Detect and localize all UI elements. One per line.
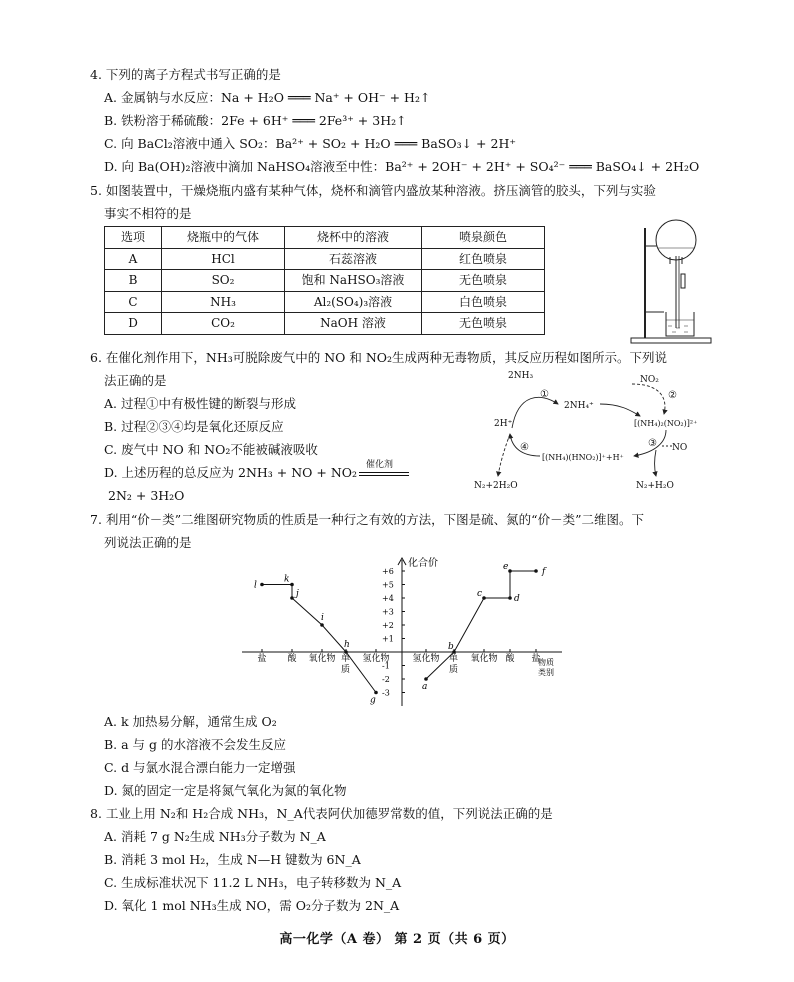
q8-stem: 8. 工业上用 N₂和 H₂合成 NH₃，N_A代表阿伏加德罗常数的值，下列说法正确的是 <box>90 806 553 821</box>
arrow-products-left <box>498 434 510 476</box>
x-tick-label: 单 <box>449 654 459 664</box>
x-tick-label: 氢化物 <box>412 654 440 664</box>
x-tick-label: 盐 <box>531 654 541 664</box>
point-label-k: k <box>284 574 290 585</box>
x-tick-label: 氢化物 <box>362 654 390 664</box>
data-point-g <box>374 691 378 695</box>
label-no2: NO₂ <box>640 375 659 385</box>
q8-option-a: A. 消耗 7 g N₂生成 NH₃分子数为 N_A <box>104 829 326 844</box>
table-cell: NaOH 溶液 <box>285 313 422 335</box>
point-label-b: b <box>448 642 454 652</box>
table-row <box>105 313 545 335</box>
equal-sign <box>359 472 409 476</box>
point-label-f: f <box>542 567 546 577</box>
y-tick-label: +4 <box>382 594 394 603</box>
q7-stem: 7. 利用“价－类”二维图研究物质的性质是一种行之有效的方法，下图是硫、氮的“价－类”二维图。下 <box>90 512 644 527</box>
point-label-g: g <box>370 695 376 706</box>
table-header: 喷泉颜色 <box>422 227 545 249</box>
table-header: 选项 <box>105 227 162 249</box>
point-label-d: d <box>514 594 520 604</box>
q6-option-b: B. 过程②③④均是氧化还原反应 <box>104 419 284 434</box>
q4-stem: 4. 下列的离子方程式书写正确的是 <box>90 67 281 82</box>
q5-stem-cont: 事实不相符的是 <box>104 206 192 221</box>
x-tick-label: 质 <box>449 665 459 675</box>
table-cell: B <box>105 270 162 292</box>
table-cell: 白色喷泉 <box>422 291 545 313</box>
label-2nh3: 2NH₃ <box>508 371 534 381</box>
nitrogen-series-line <box>262 585 376 693</box>
arrow-step-1 <box>512 397 558 428</box>
table-row <box>105 248 545 270</box>
q6-option-d-cont: 2N₂ + 3H₂O <box>108 488 185 503</box>
y-axis-label: 化合价 <box>408 558 438 569</box>
step-2-label: ② <box>668 390 677 401</box>
q4-option-d: D. 向 Ba(OH)₂溶液中滴加 NaHSO₄溶液至中性：Ba²⁺ + 2OH⁻ + 2H⁺ + SO₄²⁻ ═══ BaSO₄↓ + 2H₂O <box>104 159 700 174</box>
valence-class-chart <box>236 556 572 708</box>
x-tick-label: 质 <box>341 665 351 675</box>
q5-table <box>104 226 545 335</box>
table-cell: HCl <box>162 248 285 270</box>
x-tick-label: 氧化物 <box>308 654 336 664</box>
y-tick-label: -1 <box>382 661 390 671</box>
q6-stem: 6. 在催化剂作用下，NH₃可脱除废气中的 NO 和 NO₂生成两种无毒物质，其反应历程如图所示。下列说 <box>90 350 668 365</box>
data-point-a <box>424 677 428 681</box>
table-cell: 无色喷泉 <box>422 313 545 335</box>
q7-option-b: B. a 与 g 的水溶液不会发生反应 <box>104 737 287 752</box>
table-cell: 无色喷泉 <box>422 270 545 292</box>
table-cell: C <box>105 291 162 313</box>
y-tick-label: +6 <box>382 567 394 576</box>
label-complex-1: [(NH₄)₂(NO₂)]²⁺ <box>634 419 698 428</box>
q6-option-d-text: D. 上述历程的总反应为 2NH₃ + NO + NO₂ <box>104 465 358 480</box>
catalyst-arrow <box>359 459 409 476</box>
q7-stem-cont: 列说法正确的是 <box>104 535 192 550</box>
data-point-h <box>344 650 348 654</box>
y-tick-label: -2 <box>382 675 390 684</box>
label-2h: 2H⁺ <box>494 419 513 429</box>
fountain-apparatus-figure <box>628 216 714 346</box>
data-point-f <box>534 569 538 573</box>
table-cell: NH₃ <box>162 291 285 313</box>
table-cell: 红色喷泉 <box>422 248 545 270</box>
q8-option-b: B. 消耗 3 mol H₂，生成 N—H 键数为 6N_A <box>104 852 361 867</box>
label-products-right: N₂+H₂O <box>636 481 674 491</box>
q6-option-d <box>104 459 409 480</box>
table-cell: CO₂ <box>162 313 285 335</box>
point-label-c: c <box>477 589 483 599</box>
label-2nh4: 2NH₄⁺ <box>564 401 594 411</box>
x-tick-label: 氧化物 <box>470 654 498 664</box>
x-tick-label: 酸 <box>505 654 515 664</box>
data-point-d <box>508 596 512 600</box>
arrow-step-2 <box>632 384 665 414</box>
x-tick-label: 酸 <box>287 654 297 664</box>
data-point-k <box>290 583 294 587</box>
label-complex-2: [(NH₄)(HNO₂)]⁺+H⁺ <box>542 453 624 462</box>
x-tick-label: 盐 <box>257 654 267 664</box>
y-tick-label: +5 <box>382 580 394 590</box>
data-point-i <box>320 623 324 627</box>
table-row <box>105 291 545 313</box>
data-point-e <box>508 569 512 573</box>
arrow-2nh4-to-complex <box>600 404 640 416</box>
point-label-i: i <box>321 613 324 623</box>
label-products-left: N₂+2H₂O <box>474 481 518 491</box>
table-cell: A <box>105 248 162 270</box>
y-tick-label: +3 <box>382 607 394 617</box>
table-cell: 饱和 NaHSO₃溶液 <box>285 270 422 292</box>
point-label-e: e <box>503 562 509 572</box>
arrow-products-right <box>655 450 657 476</box>
q6-stem-cont: 法正确的是 <box>104 373 167 388</box>
table-row <box>105 270 545 292</box>
reaction-mechanism-diagram <box>460 364 700 498</box>
step-1-label: ① <box>540 389 549 400</box>
catalyst-label: 催化剂 <box>366 459 394 470</box>
q7-option-c: C. d 与氯水混合漂白能力一定增强 <box>104 760 296 775</box>
q7-option-d: D. 氮的固定一定是将氮气氧化为氮的氧化物 <box>104 783 347 798</box>
table-cell: 石蕊溶液 <box>285 248 422 270</box>
q7-option-a: A. k 加热易分解，通常生成 O₂ <box>104 714 277 729</box>
q6-option-c: C. 废气中 NO 和 NO₂不能被碱液吸收 <box>104 442 318 457</box>
data-point-c <box>482 596 486 600</box>
x-axis-label-2: 类别 <box>538 668 554 677</box>
q4-option-c: C. 向 BaCl₂溶液中通入 SO₂：Ba²⁺ + SO₂ + H₂O ═══ BaSO₃↓ + 2H⁺ <box>104 136 516 151</box>
y-tick-label: -3 <box>382 688 390 698</box>
q5-stem: 5. 如图装置中，干燥烧瓶内盛有某种气体，烧杯和滴管内盛放某种溶液。挤压滴管的胶头，下列与实验 <box>90 183 656 198</box>
y-tick-label: +2 <box>382 621 394 630</box>
table-header: 烧杯中的溶液 <box>285 227 422 249</box>
table-header: 烧瓶中的气体 <box>162 227 285 249</box>
q8-option-d: D. 氧化 1 mol NH₃生成 NO，需 O₂分子数为 2N_A <box>104 898 400 913</box>
page-footer: 高一化学（A 卷） 第 2 页（共 6 页） <box>279 932 515 947</box>
point-label-a: a <box>422 682 428 692</box>
q4-option-b: B. 铁粉溶于稀硫酸：2Fe + 6H⁺ ═══ 2Fe³⁺ + 3H₂↑ <box>104 113 407 128</box>
y-tick-label: +1 <box>382 634 394 644</box>
q8-option-c: C. 生成标准状况下 11.2 L NH₃，电子转移数为 N_A <box>104 875 402 890</box>
step-3-label: ③ <box>648 438 657 449</box>
point-label-h: h <box>344 640 350 650</box>
table-header-row <box>105 227 545 249</box>
data-point-j <box>290 596 294 600</box>
label-no: NO <box>672 443 688 453</box>
table-cell: Al₂(SO₄)₃溶液 <box>285 291 422 313</box>
table-cell: D <box>105 313 162 335</box>
x-axis-label: 物质 <box>538 658 554 667</box>
q6-option-a: A. 过程①中有极性键的断裂与形成 <box>104 396 296 411</box>
point-label-j: j <box>296 589 299 599</box>
table-cell: SO₂ <box>162 270 285 292</box>
step-4-label: ④ <box>520 442 529 453</box>
point-label-l: l <box>254 580 257 591</box>
x-tick-label: 单 <box>341 654 351 664</box>
q4-option-a: A. 金属钠与水反应：Na + H₂O ═══ Na⁺ + OH⁻ + H₂↑ <box>104 90 431 105</box>
data-point-l <box>260 583 264 587</box>
